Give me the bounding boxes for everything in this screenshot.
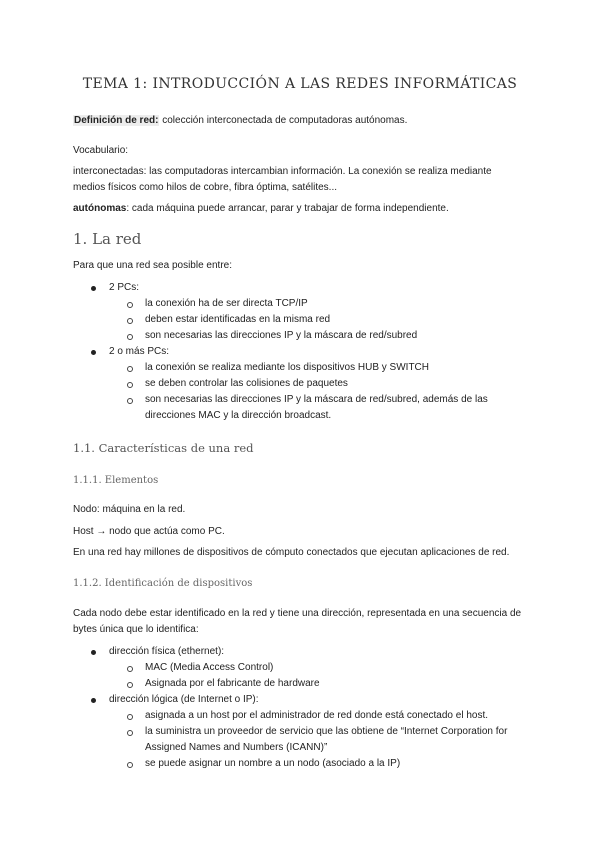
vocab-autonomas-text: : cada máquina puede arrancar, parar y trabajar de forma independiente. — [126, 203, 449, 214]
heading-caracteristicas: 1.1. Características de una red — [73, 441, 254, 455]
vocabulary-label: Vocabulario: — [73, 145, 129, 156]
definition-text: colección interconectada de computadoras autónomas. — [159, 115, 408, 126]
bullet-icon — [91, 650, 96, 655]
sub-bullet-icon — [127, 730, 133, 736]
vocab-interconectadas-line2: medios físicos como hilos de cobre, fibra óptima, satélites... — [73, 182, 338, 193]
list-item: se deben controlar las colisiones de paquetes — [145, 378, 348, 389]
sub-bullet-icon — [127, 334, 133, 340]
fisica-label: dirección física (ethernet): — [109, 646, 225, 657]
definition-label: Definición de red: — [74, 115, 159, 126]
nodo-term: Nodo — [73, 504, 97, 515]
sub-bullet-icon — [127, 682, 133, 688]
list-item: MAC (Media Access Control) — [145, 662, 274, 673]
bullet-icon — [91, 698, 96, 703]
sub-bullet-icon — [127, 714, 133, 720]
sub-bullet-icon — [127, 302, 133, 308]
list-item: Asignada por el fabricante de hardware — [145, 678, 320, 689]
list-2mas-label: 2 o más PCs: — [109, 346, 170, 357]
nodo-text: : máquina en la red. — [96, 504, 186, 515]
list-item: son necesarias las direcciones IP y la máscara de red/subred, además de las — [145, 394, 488, 405]
list-item: la conexión se realiza mediante los dispositivos HUB y SWITCH — [145, 362, 429, 373]
bullet-icon — [91, 350, 96, 355]
vocab-interconectadas-text: : las computadoras intercambian información. La conexión se realiza mediante — [143, 166, 492, 177]
list-2pcs-label: 2 PCs: — [109, 282, 140, 293]
sub-bullet-icon — [127, 666, 133, 672]
intro-paragraph: Para que una red sea posible entre: — [73, 260, 232, 271]
millones-line: En una red hay millones de dispositivos de cómputo conectados que ejecutan aplicaciones de red. — [73, 547, 510, 558]
sub-bullet-icon — [127, 366, 133, 372]
ident-paragraph-line1: Cada nodo debe estar identificado en la red y tiene una dirección, representada en una secuencia de — [73, 608, 522, 619]
vocab-autonomas-term: autónomas — [73, 203, 127, 214]
vocab-interconectadas-term: interconectadas — [73, 166, 144, 177]
bullet-icon — [91, 286, 96, 291]
sub-bullet-icon — [127, 318, 133, 324]
heading-elementos: 1.1.1. Elementos — [73, 475, 159, 486]
list-item: se puede asignar un nombre a un nodo (asociado a la IP) — [145, 758, 401, 769]
heading-identificacion: 1.1.2. Identificación de dispositivos — [73, 578, 253, 589]
list-item: la suministra un proveedor de servicio que las obtiene de “Internet Corporation for — [145, 726, 508, 737]
sub-bullet-icon — [127, 762, 133, 768]
ident-paragraph-line2: bytes única que lo identifica: — [73, 624, 199, 635]
vocab-autonomas-line — [73, 201, 449, 217]
list-item-continuation: direcciones MAC y la dirección broadcast. — [145, 410, 332, 421]
logica-label: dirección lógica (de Internet o IP): — [109, 694, 259, 705]
definition-paragraph — [73, 113, 407, 129]
document-title: TEMA 1: INTRODUCCIÓN A LAS REDES INFORMÁTICAS — [82, 76, 518, 92]
sub-bullet-icon — [127, 382, 133, 388]
list-item-continuation: Assigned Names and Numbers (ICANN)” — [145, 742, 328, 753]
heading-la-red: 1. La red — [73, 230, 142, 248]
vocab-interconectadas-line1 — [73, 164, 492, 180]
list-item: deben estar identificadas en la misma red — [145, 314, 331, 325]
list-item: son necesarias las direcciones IP y la máscara de red/subred — [145, 330, 418, 341]
list-item: la conexión ha de ser directa TCP/IP — [145, 298, 308, 309]
host-line: Host → nodo que actúa como PC. — [73, 526, 225, 537]
nodo-line — [73, 502, 185, 518]
list-item: asignada a un host por el administrador de red donde está conectado el host. — [145, 710, 489, 721]
sub-bullet-icon — [127, 398, 133, 404]
